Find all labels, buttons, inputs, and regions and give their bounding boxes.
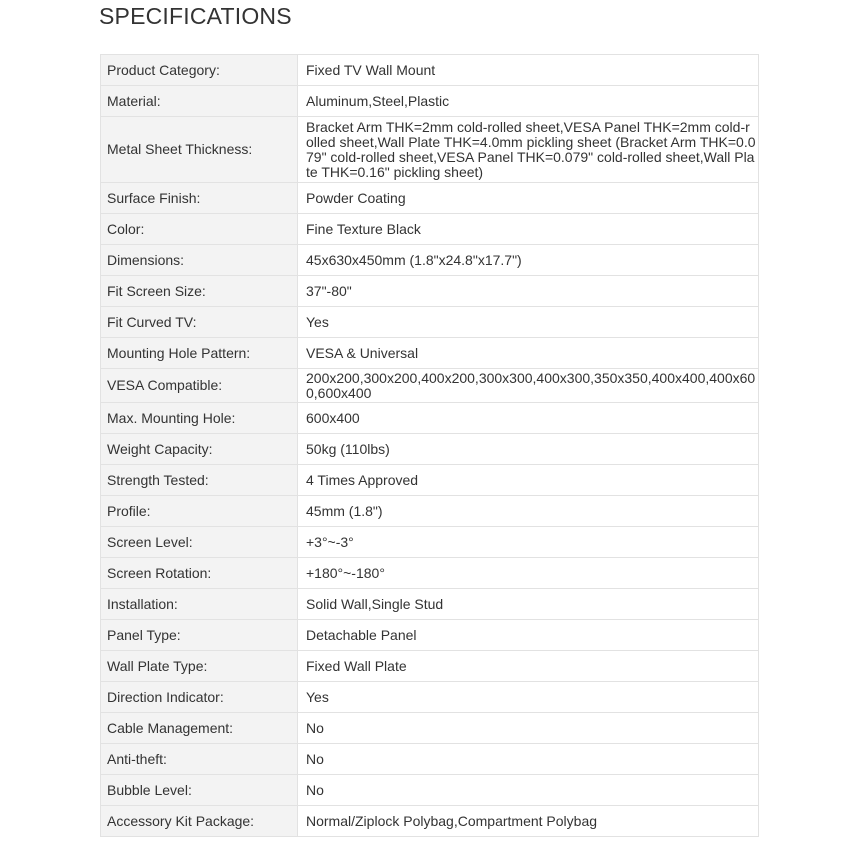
spec-label: Material: — [101, 86, 298, 117]
table-row — [101, 183, 759, 214]
spec-label: Accessory Kit Package: — [101, 806, 298, 837]
table-row — [101, 117, 759, 183]
spec-value: Fine Texture Black — [298, 214, 759, 245]
spec-value: Yes — [298, 682, 759, 713]
table-row — [101, 651, 759, 682]
spec-value: Fixed Wall Plate — [298, 651, 759, 682]
table-row — [101, 713, 759, 744]
spec-label: Metal Sheet Thickness: — [101, 117, 298, 183]
table-row — [101, 682, 759, 713]
spec-label: Wall Plate Type: — [101, 651, 298, 682]
spec-label: Screen Level: — [101, 527, 298, 558]
spec-label: Color: — [101, 214, 298, 245]
spec-label: Product Category: — [101, 55, 298, 86]
table-row — [101, 434, 759, 465]
spec-value: Detachable Panel — [298, 620, 759, 651]
table-row — [101, 55, 759, 86]
table-row — [101, 806, 759, 837]
spec-value: 45mm (1.8") — [298, 496, 759, 527]
spec-value: 600x400 — [298, 403, 759, 434]
table-row — [101, 276, 759, 307]
spec-value: Normal/Ziplock Polybag,Compartment Polybag — [298, 806, 759, 837]
table-row — [101, 214, 759, 245]
page-title: SPECIFICATIONS — [99, 3, 292, 29]
spec-label: Max. Mounting Hole: — [101, 403, 298, 434]
spec-value: Powder Coating — [298, 183, 759, 214]
spec-value: +3°~-3° — [298, 527, 759, 558]
spec-value: 50kg (110lbs) — [298, 434, 759, 465]
spec-label: Fit Curved TV: — [101, 307, 298, 338]
spec-value: 4 Times Approved — [298, 465, 759, 496]
spec-label: Mounting Hole Pattern: — [101, 338, 298, 369]
spec-value: Aluminum,Steel,Plastic — [298, 86, 759, 117]
table-row — [101, 369, 759, 403]
spec-label: Strength Tested: — [101, 465, 298, 496]
spec-value: +180°~-180° — [298, 558, 759, 589]
table-row — [101, 245, 759, 276]
table-row — [101, 403, 759, 434]
spec-value: No — [298, 744, 759, 775]
spec-value: 45x630x450mm (1.8"x24.8"x17.7") — [298, 245, 759, 276]
spec-value: 200x200,300x200,400x200,300x300,400x300,350x350,400x400,400x600,600x400 — [298, 369, 759, 403]
spec-label: VESA Compatible: — [101, 369, 298, 403]
spec-value: 37"-80" — [298, 276, 759, 307]
table-row — [101, 589, 759, 620]
spec-value: VESA & Universal — [298, 338, 759, 369]
spec-label: Cable Management: — [101, 713, 298, 744]
table-row — [101, 775, 759, 806]
spec-label: Direction Indicator: — [101, 682, 298, 713]
spec-label: Dimensions: — [101, 245, 298, 276]
spec-label: Installation: — [101, 589, 298, 620]
spec-label: Bubble Level: — [101, 775, 298, 806]
spec-value: Fixed TV Wall Mount — [298, 55, 759, 86]
spec-label: Profile: — [101, 496, 298, 527]
spec-value: No — [298, 775, 759, 806]
table-row — [101, 307, 759, 338]
specifications-table-body — [101, 55, 759, 837]
spec-label: Weight Capacity: — [101, 434, 298, 465]
spec-label: Anti-theft: — [101, 744, 298, 775]
table-row — [101, 86, 759, 117]
spec-label: Fit Screen Size: — [101, 276, 298, 307]
spec-label: Screen Rotation: — [101, 558, 298, 589]
spec-value: Solid Wall,Single Stud — [298, 589, 759, 620]
spec-value: Yes — [298, 307, 759, 338]
table-row — [101, 744, 759, 775]
table-row — [101, 620, 759, 651]
table-row — [101, 558, 759, 589]
table-row — [101, 496, 759, 527]
spec-label: Surface Finish: — [101, 183, 298, 214]
spec-value: Bracket Arm THK=2mm cold-rolled sheet,VESA Panel THK=2mm cold-rolled sheet,Wall Plate THK=4.0mm pickling sheet (Bracket Arm THK=0.079" cold-rolled sheet,VESA Panel THK=0.079" cold-rolled sheet,Wall Plate THK=0.16" pickling sheet) — [298, 117, 759, 183]
table-row — [101, 338, 759, 369]
table-row — [101, 527, 759, 558]
specifications-table — [100, 54, 759, 837]
spec-label: Panel Type: — [101, 620, 298, 651]
table-row — [101, 465, 759, 496]
spec-value: No — [298, 713, 759, 744]
